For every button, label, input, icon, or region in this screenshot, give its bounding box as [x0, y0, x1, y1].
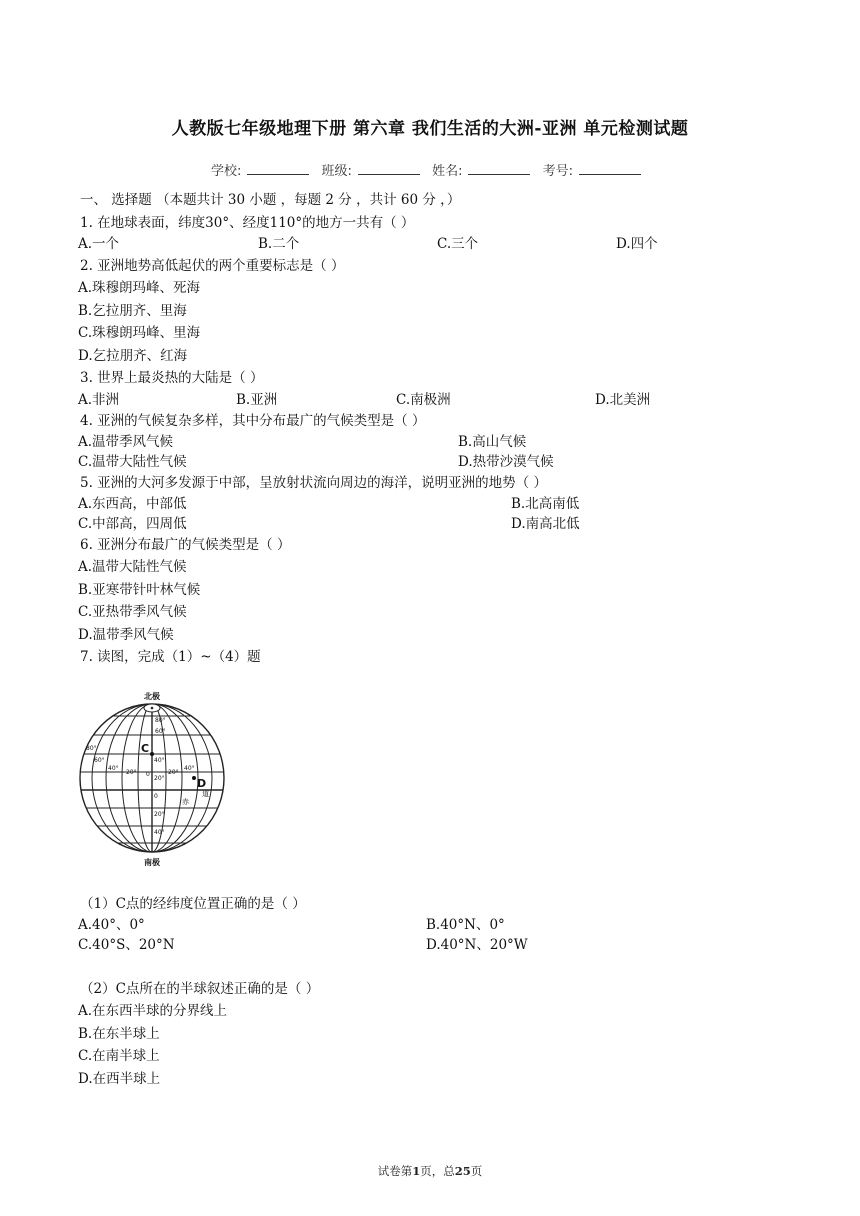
q6-option-b[interactable]: B.亚寒带针叶林气候 — [78, 582, 201, 598]
lon-label: 20° — [168, 769, 179, 776]
section-heading: 一、 选择题 （本题共计 30 小题 ，每题 2 分 ，共计 60 分 ，） — [80, 192, 461, 208]
q1-option-c[interactable]: C.三个 — [437, 236, 479, 252]
south-pole-label: 南极 — [144, 858, 160, 867]
q6-option-d[interactable]: D.温带季风气候 — [78, 627, 174, 643]
question-5: 5. 亚洲的大河多发源于中部，呈放射状流向周边的海洋，说明亚洲的地势（ ） — [80, 475, 547, 491]
north-pole-label: 北极 — [144, 692, 160, 701]
q7-1-option-a[interactable]: A.40°、0° — [78, 917, 145, 933]
question-6: 6. 亚洲分布最广的气候类型是（ ） — [80, 537, 291, 553]
q7-1-option-c[interactable]: C.40°S、20°N — [78, 937, 175, 953]
exam-no-label: 考号: — [542, 164, 573, 179]
question-3: 3. 世界上最炎热的大陆是（ ） — [80, 370, 264, 386]
q7-2-option-b[interactable]: B.在东半球上 — [78, 1026, 160, 1042]
lat-label: 0 — [154, 793, 158, 800]
q3-option-c[interactable]: C.南极洲 — [396, 392, 451, 408]
q2-option-c[interactable]: C.珠穆朗玛峰、里海 — [78, 325, 201, 341]
q7-1-option-d[interactable]: D.40°N、20°W — [426, 937, 528, 953]
q5-option-c[interactable]: C.中部高，四周低 — [78, 516, 187, 532]
q2-option-d[interactable]: D.乞拉朋齐、红海 — [78, 348, 188, 364]
lon-label: 40° — [108, 765, 119, 772]
lat-label: 40° — [154, 829, 165, 836]
q7-1-option-b[interactable]: B.40°N、0° — [426, 917, 505, 933]
q1-option-a[interactable]: A.一个 — [78, 236, 120, 252]
lat-label: 20° — [154, 811, 165, 818]
q7-2-option-d[interactable]: D.在西半球上 — [78, 1071, 161, 1087]
lat-label: 40° — [154, 757, 165, 764]
q2-option-b[interactable]: B.乞拉朋齐、里海 — [78, 303, 187, 319]
lat-label: 80° — [155, 717, 166, 724]
q3-option-a[interactable]: A.非洲 — [78, 392, 120, 408]
footer-suffix: 页 — [470, 1164, 483, 1178]
q4-option-a[interactable]: A.温带季风气候 — [78, 434, 174, 450]
footer-prefix: 试卷第 — [377, 1164, 413, 1178]
globe-figure — [72, 688, 232, 868]
lat-label: 20° — [154, 775, 165, 782]
q4-option-c[interactable]: C.温带大陆性气候 — [78, 454, 187, 470]
footer-page-number: 1 — [412, 1164, 421, 1178]
name-blank[interactable] — [468, 162, 530, 175]
q2-option-a[interactable]: A.珠穆朗玛峰、死海 — [78, 280, 201, 296]
point-d — [192, 776, 196, 780]
point-c — [150, 752, 154, 756]
q3-option-d[interactable]: D.北美洲 — [595, 392, 651, 408]
footer-total-pages: 25 — [454, 1164, 471, 1178]
q4-option-b[interactable]: B.高山气候 — [458, 434, 527, 450]
point-c-label: C — [141, 742, 150, 755]
name-label: 姓名: — [432, 164, 463, 179]
class-blank[interactable] — [358, 162, 420, 175]
class-label: 班级: — [321, 164, 352, 179]
q1-option-d[interactable]: D.四个 — [616, 236, 658, 252]
equator-label-2: 道 — [202, 790, 209, 798]
school-label: 学校: — [211, 164, 242, 179]
page-footer — [0, 1163, 860, 1179]
lon-label: 60° — [94, 757, 105, 764]
footer-mid: 页，总 — [420, 1164, 455, 1178]
q5-option-a[interactable]: A.东西高，中部低 — [78, 496, 187, 512]
question-7-2: （2）C点所在的半球叙述正确的是（ ） — [80, 981, 320, 997]
q4-option-d[interactable]: D.热带沙漠气候 — [458, 454, 554, 470]
q5-option-b[interactable]: B.北高南低 — [511, 496, 580, 512]
page-title: 人教版七年级地理下册 第六章 我们生活的大洲-亚洲 单元检测试题 — [171, 119, 689, 139]
equator-label-1: 赤 — [182, 798, 189, 806]
question-7-1: （1）C点的经纬度位置正确的是（ ） — [80, 896, 306, 912]
question-7: 7. 读图，完成（1）~（4）题 — [80, 649, 261, 665]
q3-option-b[interactable]: B.亚洲 — [236, 392, 278, 408]
q7-2-option-c[interactable]: C.在南半球上 — [78, 1048, 160, 1064]
question-4: 4. 亚洲的气候复杂多样，其中分布最广的气候类型是（ ） — [80, 413, 426, 429]
point-d-label: D — [197, 777, 207, 790]
student-info — [0, 160, 860, 179]
q6-option-a[interactable]: A.温带大陆性气候 — [78, 559, 187, 575]
exam-no-blank[interactable] — [579, 162, 641, 175]
lon-label: 0 — [146, 771, 150, 778]
lon-label: 80° — [86, 745, 97, 752]
q7-2-option-a[interactable]: A.在东西半球的分界线上 — [78, 1003, 228, 1019]
lat-label: 60° — [155, 728, 166, 735]
lon-label: 20° — [126, 769, 137, 776]
q6-option-c[interactable]: C.亚热带季风气候 — [78, 604, 187, 620]
question-1: 1. 在地球表面，纬度30°、经度110°的地方一共有（ ） — [80, 215, 415, 231]
q5-option-d[interactable]: D.南高北低 — [511, 516, 580, 532]
school-blank[interactable] — [247, 162, 309, 175]
q1-option-b[interactable]: B.二个 — [258, 236, 300, 252]
question-2: 2. 亚洲地势高低起伏的两个重要标志是（ ） — [80, 258, 345, 274]
lon-label: 40° — [184, 765, 195, 772]
